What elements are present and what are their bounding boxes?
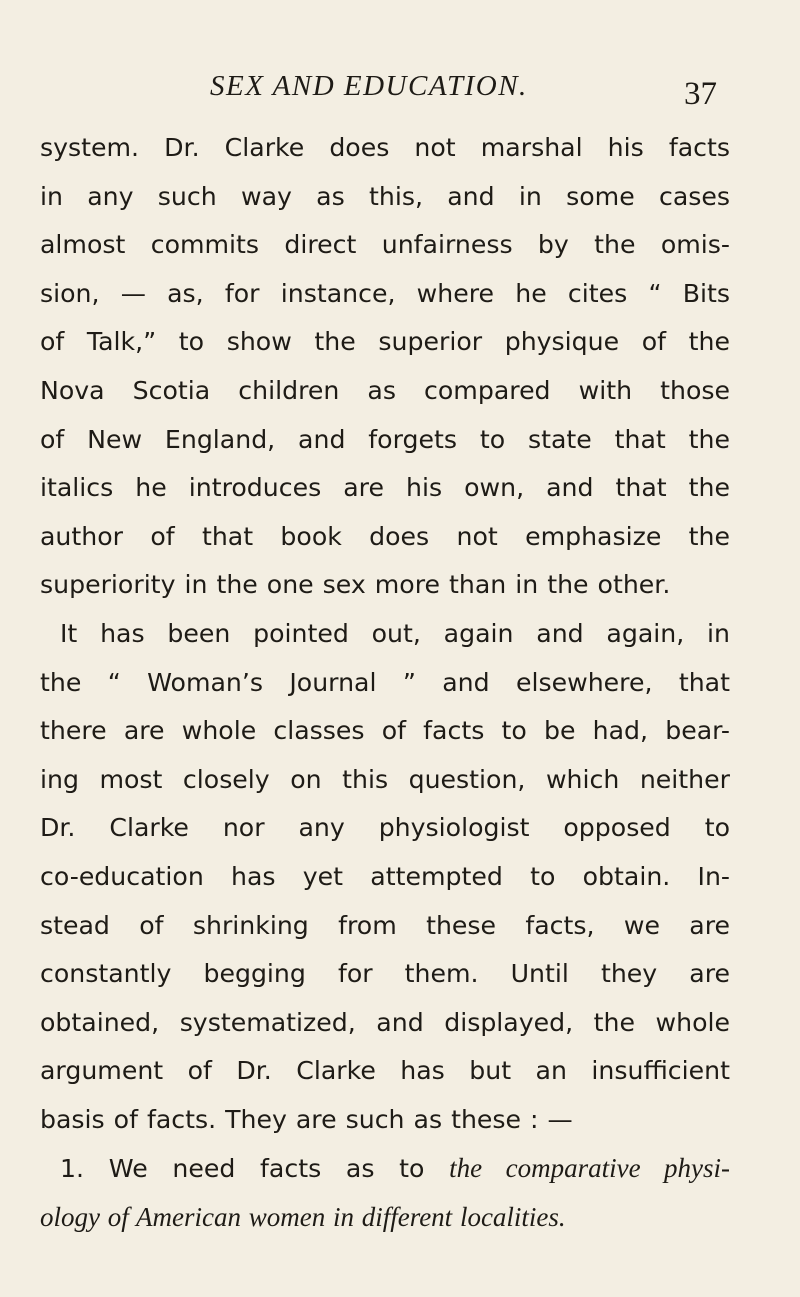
page-number: 37 bbox=[684, 76, 717, 112]
list-item-line bbox=[40, 1144, 730, 1193]
text-line: italics he introduces are his own, and that the bbox=[40, 473, 730, 503]
text-line: Dr. Clarke nor any physiologist opposed to bbox=[40, 813, 730, 843]
body-text bbox=[40, 124, 730, 1242]
text-line: ing most closely on this question, which neither bbox=[40, 764, 730, 794]
running-title: SEX AND EDUCATION. bbox=[210, 70, 528, 102]
text-line: basis of facts. They are such as these : — bbox=[40, 1104, 573, 1134]
list-lead-text: We need facts as to bbox=[108, 1154, 425, 1184]
text-line: of Talk,” to show the superior physique of the bbox=[40, 327, 730, 357]
text-line: the “ Woman’s Journal ” and elsewhere, that bbox=[40, 667, 730, 697]
text-line: Nova Scotia children as compared with those bbox=[40, 375, 730, 405]
text-line: system. Dr. Clarke does not marshal his facts bbox=[40, 133, 730, 162]
text-line: author of that book does not emphasize the bbox=[40, 521, 730, 551]
list-italic-text: ology of American women in different localities. bbox=[40, 1202, 566, 1233]
text-line: obtained, systematized, and displayed, the whole bbox=[40, 1007, 730, 1037]
text-line: constantly begging for them. Until they are bbox=[40, 959, 730, 989]
text-line: almost commits direct unfairness by the omis- bbox=[40, 230, 730, 260]
text-line: co-education has yet attempted to obtain. In- bbox=[40, 861, 730, 891]
text-line: superiority in the one sex more than in the other. bbox=[40, 570, 671, 600]
page-header bbox=[0, 70, 800, 110]
text-line: sion, — as, for instance, where he cites “ Bits bbox=[40, 278, 730, 308]
list-item-line bbox=[40, 1193, 730, 1242]
text-line: there are whole classes of facts to be had, bear- bbox=[40, 716, 730, 746]
list-number: 1. bbox=[60, 1154, 85, 1184]
text-line: in any such way as this, and in some cases bbox=[40, 181, 730, 211]
text-line: stead of shrinking from these facts, we are bbox=[40, 910, 730, 940]
list-italic-text: the comparative physi- bbox=[449, 1153, 730, 1184]
text-line: of New England, and forgets to state that the bbox=[40, 424, 730, 454]
text-line: argument of Dr. Clarke has but an insufficient bbox=[40, 1056, 730, 1086]
paragraph-start-line: It has been pointed out, again and again, in bbox=[60, 618, 730, 648]
